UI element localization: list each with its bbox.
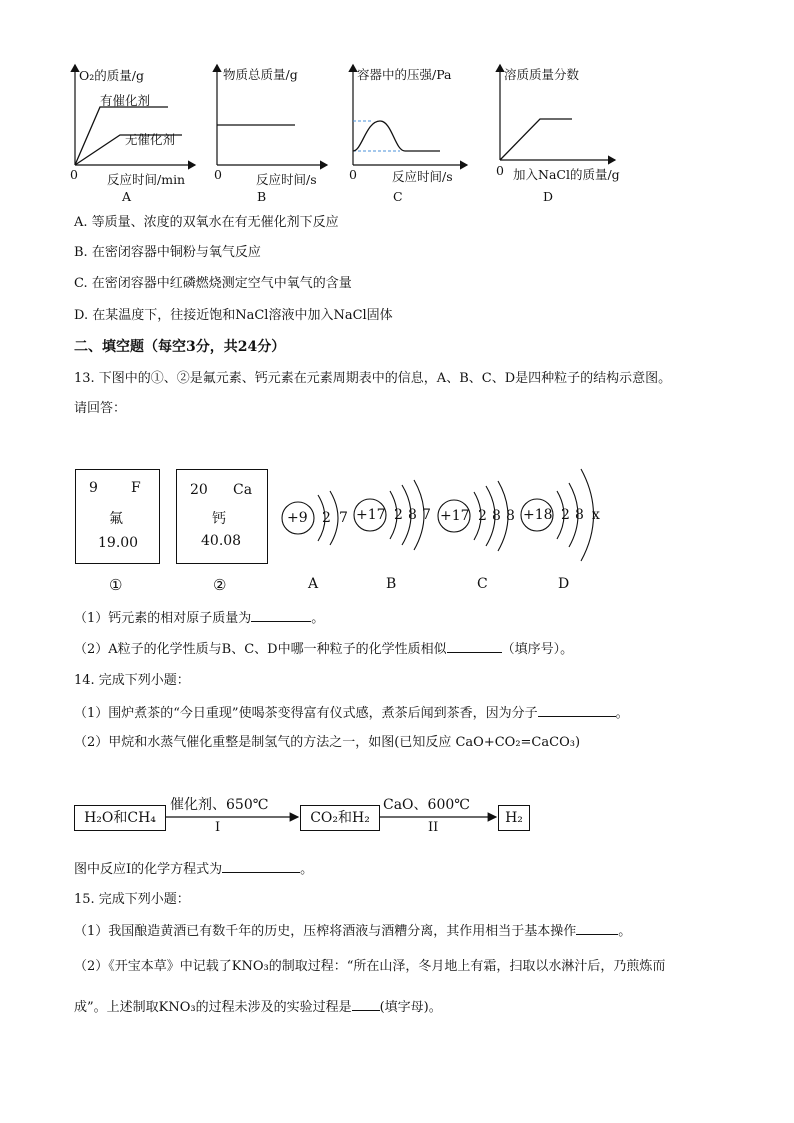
flow-step-1: I [215,820,221,835]
particle-a-nucleus: +9 [287,510,308,526]
graph-d-ylabel: 溶质质量分数 [504,67,580,82]
q15-sub1 [74,922,631,940]
graph-c-letter: C [393,189,403,204]
q15-sub1-blank[interactable] [576,922,618,935]
particle-c-shell-1: 2 [478,508,487,524]
graph-a-origin: 0 [70,167,78,182]
q15-sub2-blank[interactable] [352,998,380,1011]
curve-pressure [353,121,440,151]
graph-b-xlabel: 反应时间/s [256,172,317,187]
option-d: D. 在某温度下，往接近饱和NaCl溶液中加入NaCl固体 [74,308,393,323]
particle-d-shell-3: x [592,507,600,523]
graph-b-origin: 0 [214,167,222,182]
particle-c-shell-2: 8 [492,508,501,524]
q14-sub1 [74,704,629,722]
particle-d-nucleus: +18 [523,507,553,523]
particle-a-shell-1: 2 [322,510,331,526]
graph-c-xlabel: 反应时间/s [392,169,453,184]
q13-sub2-text: （2）A粒子的化学性质与B、C、D中哪一种粒子的化学性质相似 [74,642,447,657]
option-b: B. 在密闭容器中铜粉与氧气反应 [74,245,261,260]
calcium-atomic-number: 20 [190,482,208,498]
graph-b-ylabel: 物质总质量/g [223,67,298,82]
option-a: A. 等质量、浓度的双氧水在有无催化剂下反应 [74,215,339,230]
q13-sub1-end: 。 [311,611,325,626]
calcium-label: ② [213,576,227,594]
q15-stem: 15. 完成下列小题： [74,892,190,907]
q15-sub2-line1: （2）《开宝本草》中记载了KNO₃的制取过程：“所在山泽，冬月地上有霜，扫取以水淋汁后，乃煎炼而 [74,959,666,974]
q13-sub2 [74,640,573,658]
graph-b-letter: B [257,189,267,204]
particle-b-nucleus: +17 [356,507,386,523]
particle-d-shell-2: 8 [575,507,584,523]
q14-sub2: （2）甲烷和水蒸气催化重整是制氢气的方法之一，如图(已知反应 CaO+CO₂=CaCO₃) [74,735,581,750]
q13-sub1-blank[interactable] [251,609,311,622]
flow-reactants-box: H₂O和CH₄ [74,805,166,831]
particle-b-letter: B [386,576,397,592]
q15-sub2-text: 成”。上述制取KNO₃的过程未涉及的实验过程是 [74,1000,352,1015]
q14-equation-blank[interactable] [222,860,300,873]
flow-arrows [164,808,504,828]
graph-c-ylabel: 容器中的压强/Pa [357,67,452,82]
graph-c-origin: 0 [349,167,357,182]
q14-equation [74,860,313,878]
q13-stem: 13. 下图中的①、②是氟元素、钙元素在元素周期表中的信息，A、B、C、D是四种粒子的结构示意图。 [74,371,672,386]
calcium-symbol: Ca [233,482,253,498]
fluorine-mass: 19.00 [98,535,139,551]
q15-sub2-line2 [74,998,442,1016]
q14-equation-text: 图中反应I的化学方程式为 [74,862,223,877]
fluorine-atomic-number: 9 [89,480,98,496]
flow-step-2: II [428,820,439,835]
graph-a-ylabel: O₂的质量/g [79,68,144,83]
element-card-calcium [176,469,268,564]
q13-sub2-blank[interactable] [447,640,502,653]
particle-c-shell-3: 8 [506,508,515,524]
q14-equation-end: 。 [300,862,314,877]
particle-b-shell-1: 2 [394,507,403,523]
particle-a-shell-2: 7 [339,510,348,526]
particle-d-shell-1: 2 [561,507,570,523]
flow-condition-2: CaO、600℃ [383,797,470,813]
q14-stem: 14. 完成下列小题： [74,673,190,688]
graph-d-xlabel: 加入NaCl的质量/g [513,167,620,182]
element-card-fluorine [75,469,160,564]
flow-product-box: H₂ [498,805,530,831]
q14-sub1-blank[interactable] [538,704,616,717]
particle-c-nucleus: +17 [440,508,470,524]
particle-c-letter: C [477,576,488,592]
q15-sub1-text: （1）我国酿造黄酒已有数千年的历史，压榨将酒液与酒糟分离，其作用相当于基本操作 [74,924,577,939]
q14-sub1-end: 。 [615,706,629,721]
flow-condition-1: 催化剂、650℃ [170,797,269,813]
particle-b-shell-3: 7 [422,507,431,523]
graph-a-curve1-label: 有催化剂 [100,93,151,108]
q13-sub1-text: （1）钙元素的相对原子质量为 [74,611,252,626]
calcium-name: 钙 [212,511,226,527]
q13-sub1 [74,609,324,627]
flow-intermediate-box: CO₂和H₂ [300,805,380,831]
particle-d-letter: D [558,576,570,592]
graph-d-letter: D [543,189,554,204]
graph-a-letter: A [122,189,132,204]
calcium-mass: 40.08 [201,533,242,549]
q13-prompt: 请回答： [74,401,127,416]
graph-d-origin: 0 [496,163,504,178]
fluorine-name: 氟 [109,511,123,527]
section-heading: 二、填空题（每空3分，共24分） [74,339,286,355]
particle-a-letter: A [308,576,319,592]
q14-sub1-text: （1）围炉煮茶的“今日重现”使喝茶变得富有仪式感，煮茶后闻到茶香，因为分子 [74,706,538,721]
curve-solute-fraction [500,119,572,160]
graph-a-curve2-label: 无催化剂 [125,132,176,147]
q13-sub2-end: （填序号）。 [501,642,574,657]
fluorine-symbol: F [131,480,141,496]
q15-sub2-end: (填字母)。 [379,1000,442,1015]
option-c: C. 在密闭容器中红磷燃烧测定空气中氧气的含量 [74,276,352,291]
particle-b-shell-2: 8 [408,507,417,523]
graph-a-xlabel: 反应时间/min [107,172,186,187]
fluorine-label: ① [109,576,123,594]
q15-sub1-end: 。 [618,924,632,939]
